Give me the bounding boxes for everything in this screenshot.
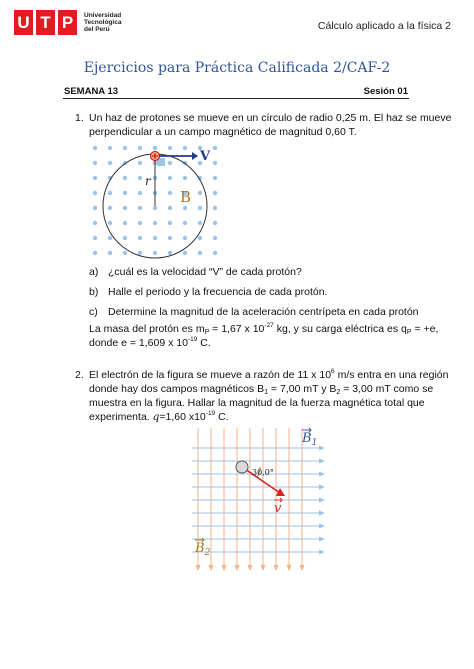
field-dot bbox=[108, 236, 112, 240]
field-dot bbox=[123, 206, 127, 210]
field-dot bbox=[153, 251, 157, 255]
field-dot bbox=[183, 146, 187, 150]
field-b1-lines bbox=[192, 446, 325, 555]
b2-field-arrowhead bbox=[274, 565, 279, 571]
field-dot bbox=[183, 176, 187, 180]
field-dot bbox=[108, 146, 112, 150]
b1-label: $B_1$ bbox=[302, 431, 318, 448]
field-dot bbox=[138, 191, 142, 195]
field-dot bbox=[108, 206, 112, 210]
field-dot bbox=[213, 221, 217, 225]
b2-label: $B_2$ bbox=[195, 541, 211, 558]
v-label: v bbox=[274, 501, 282, 516]
field-dot bbox=[183, 221, 187, 225]
field-dot bbox=[168, 251, 172, 255]
field-dot bbox=[138, 146, 142, 150]
field-dot bbox=[123, 221, 127, 225]
b2-field-arrowhead bbox=[222, 565, 227, 571]
field-dot bbox=[123, 251, 127, 255]
elementary-charge-line: donde e = 1,609 x $10^{-19}$ C. bbox=[89, 336, 211, 349]
field-dot bbox=[198, 236, 202, 240]
field-dot bbox=[168, 146, 172, 150]
logo-letter-p: P bbox=[58, 10, 77, 35]
field-dot bbox=[153, 236, 157, 240]
field-dot bbox=[213, 176, 217, 180]
field-dot bbox=[123, 176, 127, 180]
field-dot bbox=[198, 221, 202, 225]
page-title: Ejercicios para Práctica Calificada 2/CAF-2 bbox=[83, 60, 391, 76]
field-dot bbox=[213, 146, 217, 150]
field-dot bbox=[213, 191, 217, 195]
logo-letter-t: T bbox=[36, 10, 55, 35]
utp-logo bbox=[14, 10, 121, 35]
b1-field-arrowhead bbox=[319, 550, 325, 555]
field-dot bbox=[168, 161, 172, 165]
problem-2-number: 2. bbox=[75, 369, 84, 381]
field-dot bbox=[168, 206, 172, 210]
proton-mass-line: La masa del protón es $m_P = 1,67$ x $10^{-27}$ kg, y su carga eléctrica es $q_P = +e$, bbox=[89, 322, 439, 336]
vector-arrows-over-labels bbox=[195, 428, 311, 542]
problem-2-line-2: donde hay dos campos magnéticos $B_1 = 7,00$ mT y $B_2 = 3,00$ mT como se bbox=[89, 383, 434, 396]
field-dot bbox=[93, 221, 97, 225]
problem-1-number: 1. bbox=[75, 112, 84, 124]
item-c-letter: c) bbox=[89, 306, 98, 318]
session-label: Sesión 01 bbox=[363, 86, 408, 97]
header-divider bbox=[63, 98, 409, 99]
problem-2-line-3: muestra en la figura. Hallar la magnitud de la fuerza magnética total que bbox=[89, 397, 425, 409]
velocity-arrowhead bbox=[192, 152, 198, 160]
field-dot bbox=[168, 191, 172, 195]
b2-field-arrowhead bbox=[287, 565, 292, 571]
field-dot bbox=[108, 221, 112, 225]
field-dot bbox=[198, 191, 202, 195]
b1-field-arrowhead bbox=[319, 459, 325, 464]
week-label: SEMANA 13 bbox=[64, 86, 119, 97]
field-dot bbox=[198, 251, 202, 255]
logo-university-name: Universidad Tecnológica del Perú bbox=[84, 12, 122, 33]
problem-1-line-1: Un haz de protones se mueve en un círculo de radio 0,25 m. El haz se mueve bbox=[89, 112, 452, 124]
b2-field-arrowhead bbox=[261, 565, 266, 571]
field-dot bbox=[168, 221, 172, 225]
field-dot bbox=[138, 161, 142, 165]
field-dot bbox=[153, 221, 157, 225]
field-dot bbox=[138, 221, 142, 225]
field-b-label: B bbox=[180, 188, 192, 206]
b2-field-arrowhead bbox=[196, 565, 201, 571]
field-dot bbox=[108, 161, 112, 165]
field-dot bbox=[93, 236, 97, 240]
field-dot bbox=[93, 251, 97, 255]
field-dot bbox=[138, 176, 142, 180]
electron-icon bbox=[236, 461, 248, 473]
field-dot bbox=[138, 251, 142, 255]
problem-2-line-1: El electrón de la figura se mueve a razón de 11 x $10^6$ m/s entra en una región bbox=[89, 368, 449, 381]
velocity-label: V bbox=[200, 149, 211, 164]
b1-field-arrowhead bbox=[319, 537, 325, 542]
field-dot bbox=[213, 236, 217, 240]
b2-field-arrowhead bbox=[209, 565, 214, 571]
item-c-text: Determine la magnitud de la aceleración centrípeta en cada protón bbox=[108, 306, 419, 318]
field-dot bbox=[183, 206, 187, 210]
field-dot bbox=[123, 236, 127, 240]
field-dot bbox=[168, 236, 172, 240]
b2-field-arrowhead bbox=[235, 565, 240, 571]
b1-field-arrowhead bbox=[319, 446, 325, 451]
field-dot bbox=[213, 206, 217, 210]
field-dot bbox=[138, 236, 142, 240]
problem-2-figure bbox=[190, 426, 330, 576]
field-dot bbox=[108, 191, 112, 195]
field-dot bbox=[153, 146, 157, 150]
item-b-text: Halle el periodo y la frecuencia de cada protón. bbox=[108, 286, 328, 298]
field-dot bbox=[198, 206, 202, 210]
b1-field-arrowhead bbox=[319, 524, 325, 529]
field-dot bbox=[213, 161, 217, 165]
field-dot bbox=[183, 236, 187, 240]
problem-1-line-2: perpendicular a un campo magnético de magnitud 0,60 T. bbox=[89, 126, 357, 138]
problem-2-line-4: experimenta. q=1,60 $x10^{-19}$ C. bbox=[89, 410, 229, 423]
item-a-letter: a) bbox=[89, 266, 99, 278]
field-dot bbox=[183, 251, 187, 255]
angle-label: 30,0° bbox=[252, 468, 274, 477]
field-dot bbox=[93, 161, 97, 165]
b1-field-arrowhead bbox=[319, 498, 325, 503]
b1-field-arrowhead bbox=[319, 485, 325, 490]
b2-field-arrowhead bbox=[300, 565, 305, 571]
problem-1-figure bbox=[88, 140, 238, 262]
field-dot bbox=[123, 191, 127, 195]
field-dot bbox=[168, 176, 172, 180]
b1-field-arrowhead bbox=[319, 472, 325, 477]
field-dot bbox=[93, 146, 97, 150]
b2-field-arrowhead bbox=[248, 565, 253, 571]
course-name: Cálculo aplicado a la física 2 bbox=[317, 20, 451, 32]
item-b-letter: b) bbox=[89, 286, 99, 298]
item-a-text: ¿cuál es la velocidad “V” de cada protón? bbox=[108, 266, 302, 278]
field-dot bbox=[153, 206, 157, 210]
field-dot bbox=[138, 206, 142, 210]
field-dot bbox=[108, 251, 112, 255]
radius-label: r bbox=[145, 174, 151, 188]
field-dot bbox=[213, 251, 217, 255]
field-dot bbox=[93, 206, 97, 210]
field-dot bbox=[93, 191, 97, 195]
logo-letter-u: U bbox=[14, 10, 33, 35]
field-dot bbox=[123, 146, 127, 150]
b1-field-arrowhead bbox=[319, 511, 325, 516]
field-dot bbox=[93, 176, 97, 180]
